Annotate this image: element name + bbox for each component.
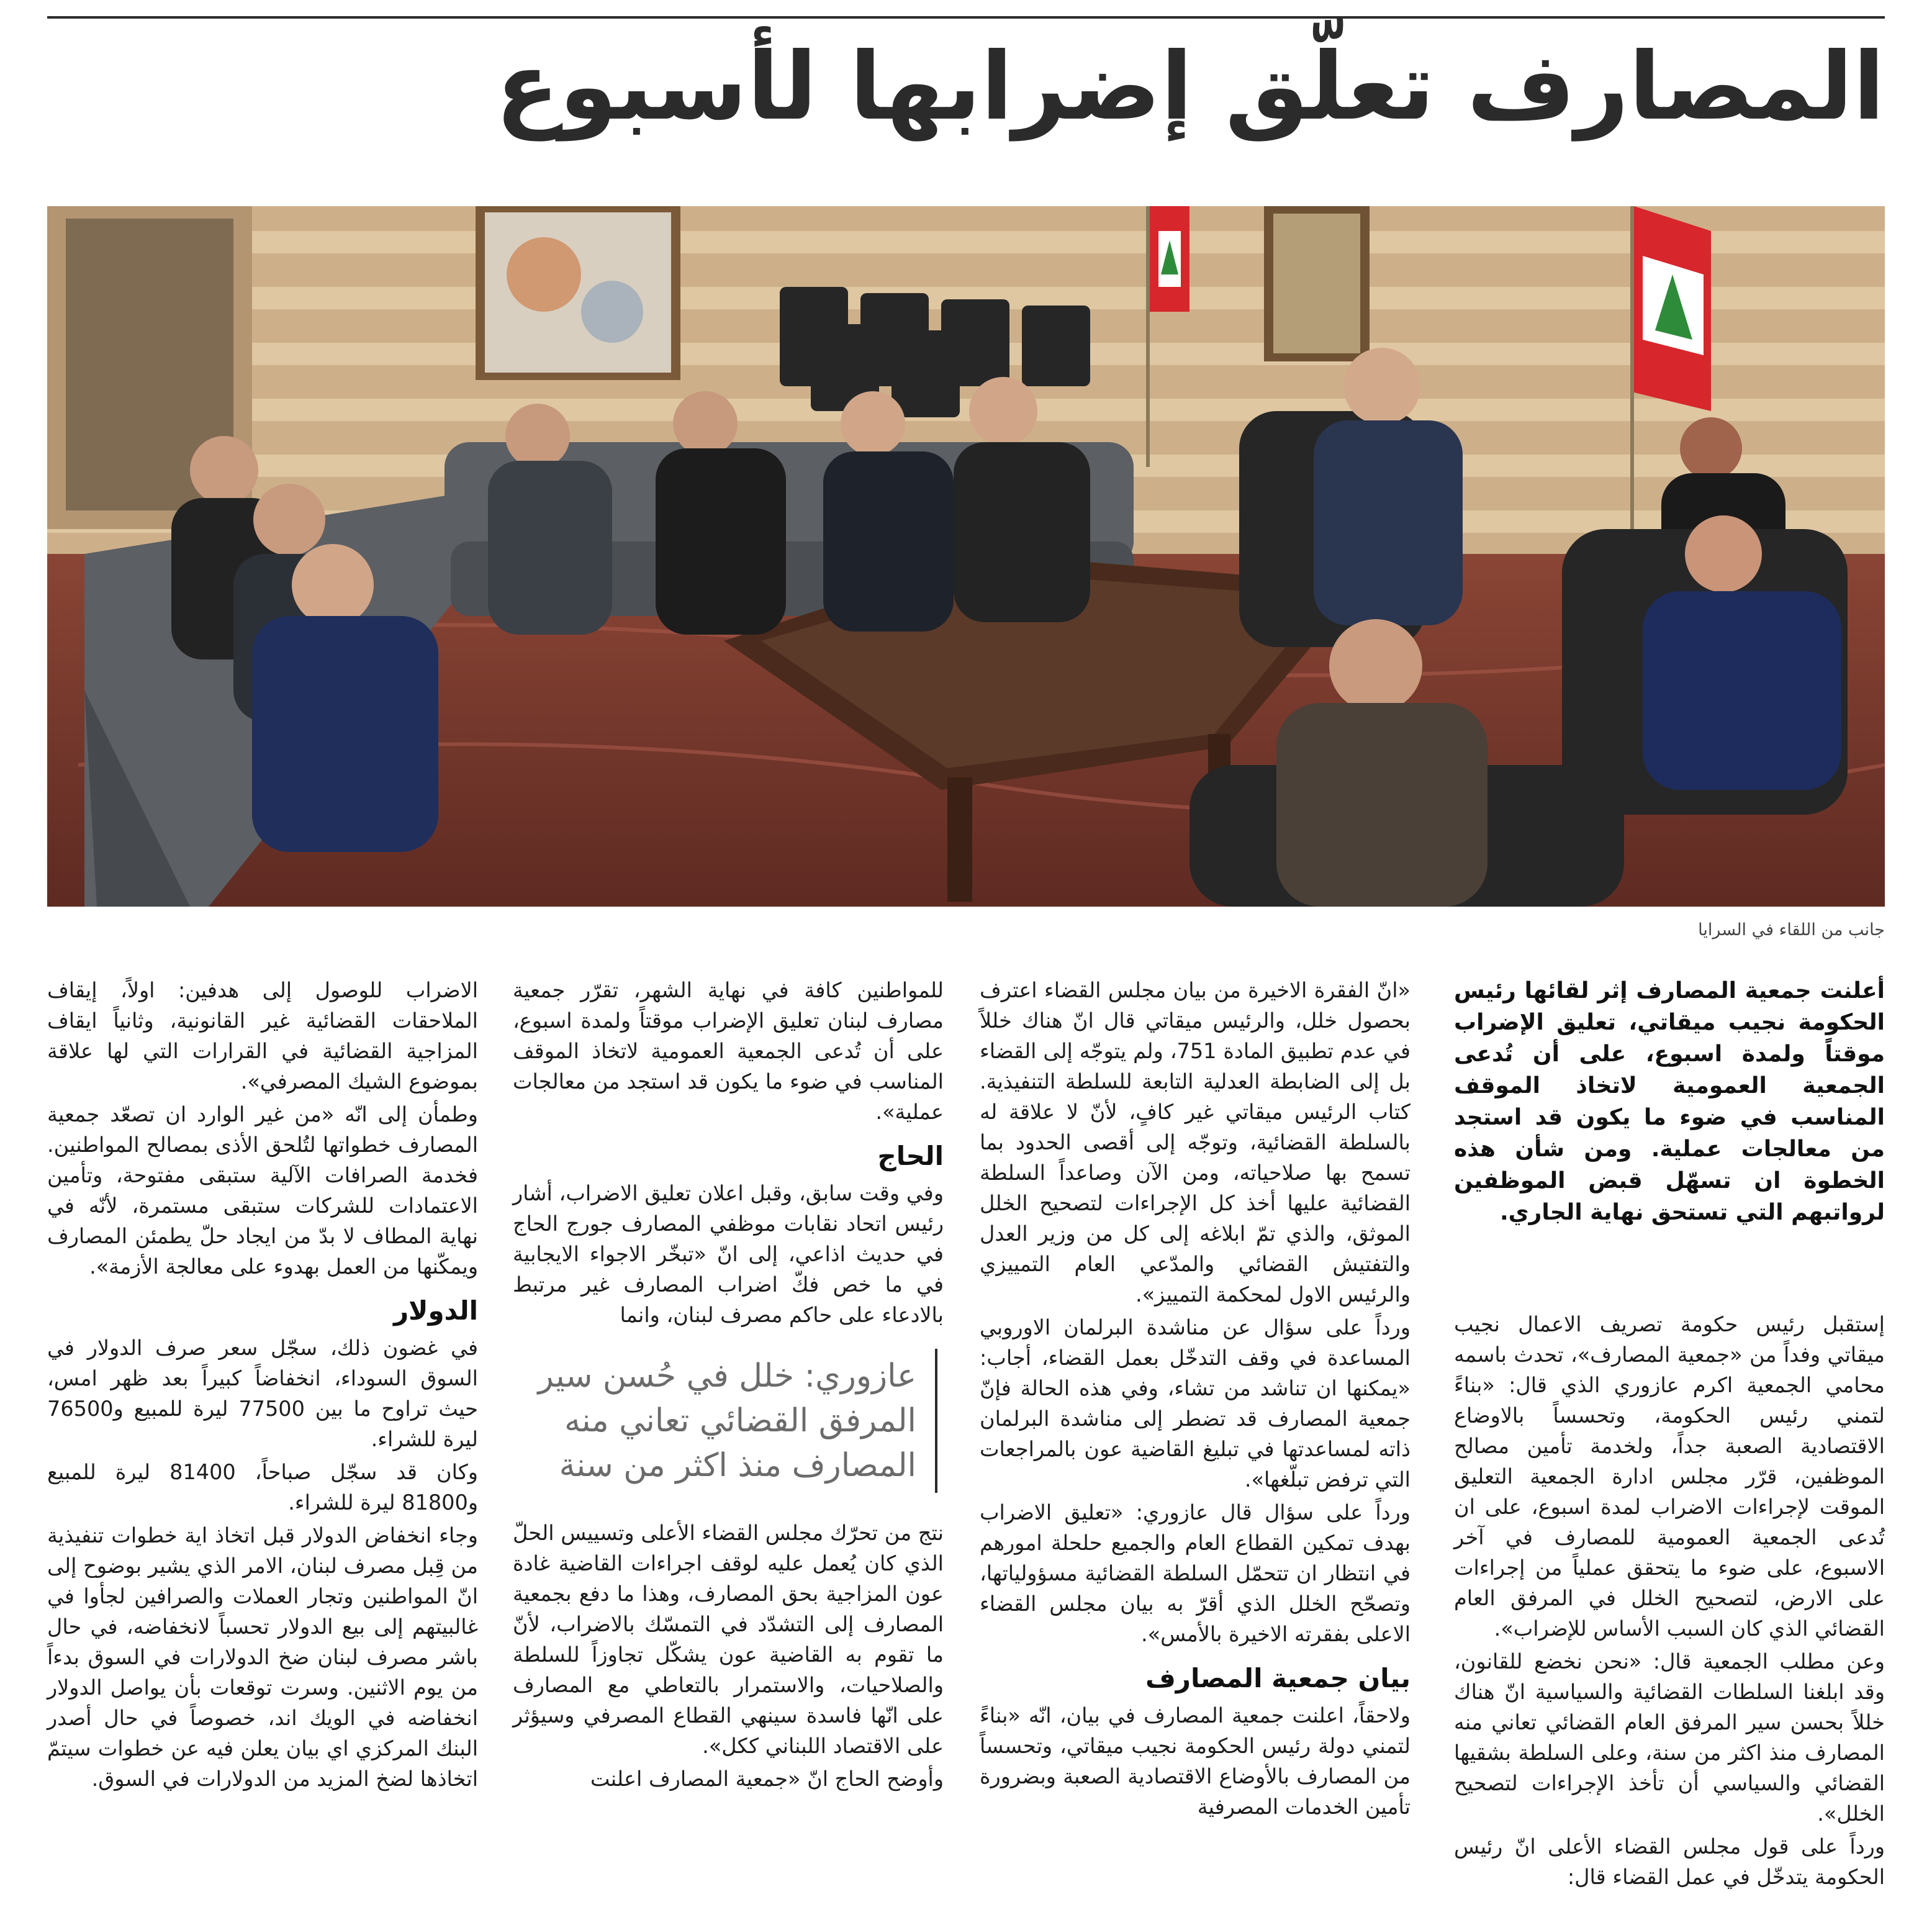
body-paragraph: وطمأن إلى انّه «من غير الوارد ان تصعّد جمعية المصارف خطواتها لتُلحق الأذى بمصالح المواطنين. فخدمة الصرافات الآلية ستبقى مفتوحة، وتأمين الاعتمادات للشركات ستبقى مستمرة، لأنّه في نهاية المطاف لا بدّ من ايجاد حلّ يطمئن المصارف ويمكّنها من العمل بهدوء على معالجة الأزمة». — [47, 1102, 478, 1279]
body-paragraph: وكان قد سجّل صباحاً، 81400 ليرة للمبيع و81800 ليرة للشراء. — [47, 1460, 478, 1515]
subheading: بيان جمعية المصارف — [1145, 1663, 1411, 1693]
body-paragraph: الاضراب للوصول إلى هدفين: اولاً، إيقاف الملاحقات القضائية غير القانونية، وثانياً ايقاف المزاجية القضائية في القرارات التي لها علاقة بموضوع الشيك المصرفي». — [47, 978, 478, 1094]
top-rule — [47, 16, 1885, 19]
body-paragraph: ورداً على سؤال قال عازوري: «تعليق الاضراب بهدف تمكين القطاع العام والجميع حلحلة امورهم في انتظار ان تتحمّل السلطة القضائية مسؤولياتها، وتصحّح الخلل الذي أقرّ به بيان مجلس القضاء الاعلى بفقرته الاخيرة بالأمس». — [980, 1500, 1411, 1646]
article-column-2 — [980, 975, 1411, 1824]
body-paragraph: وجاء انخفاض الدولار قبل اتخاذ اية خطوات تنفيذية من قِبل مصرف لبنان، الامر الذي يشير بوضوح إلى انّ المواطنين وتجار العملات والصرافين لجأوا في غالبيتهم إلى بيع الدولار تحسباً لانخفاضه، في حال باشر مصرف لبنان ضخ الدولارات في السوق بدءاً من يوم الاثنين. وسرت توقعات بأن يواصل الدولار انخفاضه في الويك اند، خصوصاً في حال أصدر البنك المركزي اي بيان يعلن فيه عن خطوات سيتمّ اتخاذها لضخ المزيد من الدولارات في السوق. — [47, 1523, 478, 1791]
body-paragraph: وفي وقت سابق، وقبل اعلان تعليق الاضراب، أشار رئيس اتحاد نقابات موظفي المصارف جورج الحاج في حديث اذاعي، إلى انّ «تبخّر الاجواء الايجابية في ما خص فكّ اضراب المصارف غير مرتبط بالادعاء على حاكم مصرف لبنان، وانما — [513, 1181, 944, 1327]
lead-paragraph: أعلنت جمعية المصارف إثر لقائها رئيس الحكومة نجيب ميقاتي، تعليق الإضراب موقتاً ولمدة اسبوع، على أن تُدعى الجمعية العمومية لاتخاذ الموقف المناسب في ضوء ما يكون قد استجد من معالجات عملية. ومن شأن هذه الخطوة ان تسهّل قبض الموظفين لرواتبهم التي تستحق نهاية الجاري. — [1454, 978, 1885, 1225]
body-paragraph: «انّ الفقرة الاخيرة من بيان مجلس القضاء اعترف بحصول خلل، والرئيس ميقاتي قال انّ هناك خللاً في عدم تطبيق المادة 751، ولم يتوجّه إلى القضاء بل إلى الضابطة العدلية التابعة للسلطة التنفيذية. كتاب الرئيس ميقاتي غير كافٍ، لأنّ لا علاقة له بالسلطة القضائية، وتوجّه إلى أقصى الحدود بما تسمح بها صلاحياته، ومن الآن وصاعداً السلطة القضائية عليها أخذ كل الإجراءات لتصحيح الخلل الموثق، والذي تمّ ابلاغه إلى كل من وزير العدل والتفتيش القضائي والمدّعي العام التمييزي والرئيس الاول لمحكمة التمييز». — [980, 978, 1411, 1307]
headline: المصارف تعلّق إضرابها لأسبوع — [495, 33, 1885, 141]
body-paragraph: وأوضح الحاج انّ «جمعية المصارف اعلنت — [590, 1767, 944, 1791]
body-paragraph: ورداً على سؤال عن مناشدة البرلمان الاوروبي المساعدة في وقف التدخّل بعمل القضاء، أجاب: «يمكنها ان تناشد من تشاء، وفي هذه الحالة فإنّ جمعية المصارف قد تضطر إلى مناشدة البرلمان ذاته لمساعدتها في تبليغ القاضية عون بالمراجعات التي ترفض تبلّغها». — [980, 1315, 1411, 1492]
body-paragraph: للمواطنين كافة في نهاية الشهر، تقرّر جمعية مصارف لبنان تعليق الإضراب موقتاً ولمدة اسبوع، على أن تُدعى الجمعية العمومية لاتخاذ الموقف المناسب في ضوء ما يكون قد استجد من معالجات عملية». — [513, 978, 944, 1124]
article-column-1 — [1454, 975, 1885, 1895]
article-column-3 — [513, 975, 944, 1796]
body-paragraph: ولاحقاً، اعلنت جمعية المصارف في بيان، انّه «بناءً لتمني دولة رئيس الحكومة نجيب ميقاتي، وتحسساً من المصارف بالأوضاع الاقتصادية الصعبة وبضرورة تأمين الخدمات المصرفية — [980, 1703, 1411, 1819]
body-paragraph: وعن مطلب الجمعية قال: «نحن نخضع للقانون، وقد ابلغنا السلطات القضائية والسياسية انّ هناك خللاً بحسن سير المرفق العام القضائي تعاني منه المصارف منذ اكثر من سنة، وعلى السلطة بشقيها القضائي والسياسي أن تأخذ الإجراءات لتصحيح الخلل». — [1454, 1649, 1885, 1826]
meeting-photo-illustration — [47, 206, 1885, 907]
pull-quote: عازوري: خلل في حُسن سير المرفق القضائي تعاني منه المصارف منذ اكثر من سنة — [523, 1349, 937, 1493]
photo-caption: جانب من اللقاء في السرايا — [1698, 920, 1885, 940]
body-paragraph: نتج من تحرّك مجلس القضاء الأعلى وتسييس الحلّ الذي كان يُعمل عليه لوقف اجراءات القاضية غادة عون المزاجية بحق المصارف، وهذا ما دفع بجمعية المصارف إلى التشدّد في التمسّك بالاضراب، لأنّ ما تقوم به القاضية عون يشكّل تجاوزاً للسلطة والصلاحيات، والاستمرار بالتعاطي مع المصارف على انّها فاسدة سينهي القطاع المصرفي وسيؤثر على الاقتصاد اللبناني ككل». — [513, 1521, 944, 1758]
body-paragraph: في غضون ذلك، سجّل سعر صرف الدولار في السوق السوداء، انخفاضاً كبيراً بعد ظهر امس، حيث تراوح ما بين 77500 ليرة للمبيع و76500 ليرة للشراء. — [47, 1336, 478, 1451]
article-column-4 — [47, 975, 478, 1796]
meeting-photo — [47, 206, 1885, 907]
body-paragraph: ورداً على قول مجلس القضاء الأعلى انّ رئيس الحكومة يتدخّل في عمل القضاء قال: — [1454, 1834, 1885, 1889]
body-paragraph: إستقبل رئيس حكومة تصريف الاعمال نجيب ميقاتي وفداً من «جمعية المصارف»، تحدث باسمه محامي الجمعية اكرم عازوري الذي قال: «بناءً لتمني رئيس الحكومة، وتحسساً بالاوضاع الاقتصادية الصعبة جداً، ولخدمة تأمين مصالح الموظفين، قرّر مجلس ادارة الجمعية التعليق الموقت لإجراءات الاضراب لمدة اسبوع، على ان تُدعى الجمعية العمومية للمصارف في آخر الاسبوع، على ضوء ما يتحقق عملياً من إجراءات على الارض، لتصحيح الخلل في المرفق العام القضائي الذي كان السبب الأساس للإضراب». — [1454, 1312, 1885, 1641]
subheading: الحاج — [877, 1141, 944, 1171]
subheading: الدولار — [394, 1295, 478, 1326]
